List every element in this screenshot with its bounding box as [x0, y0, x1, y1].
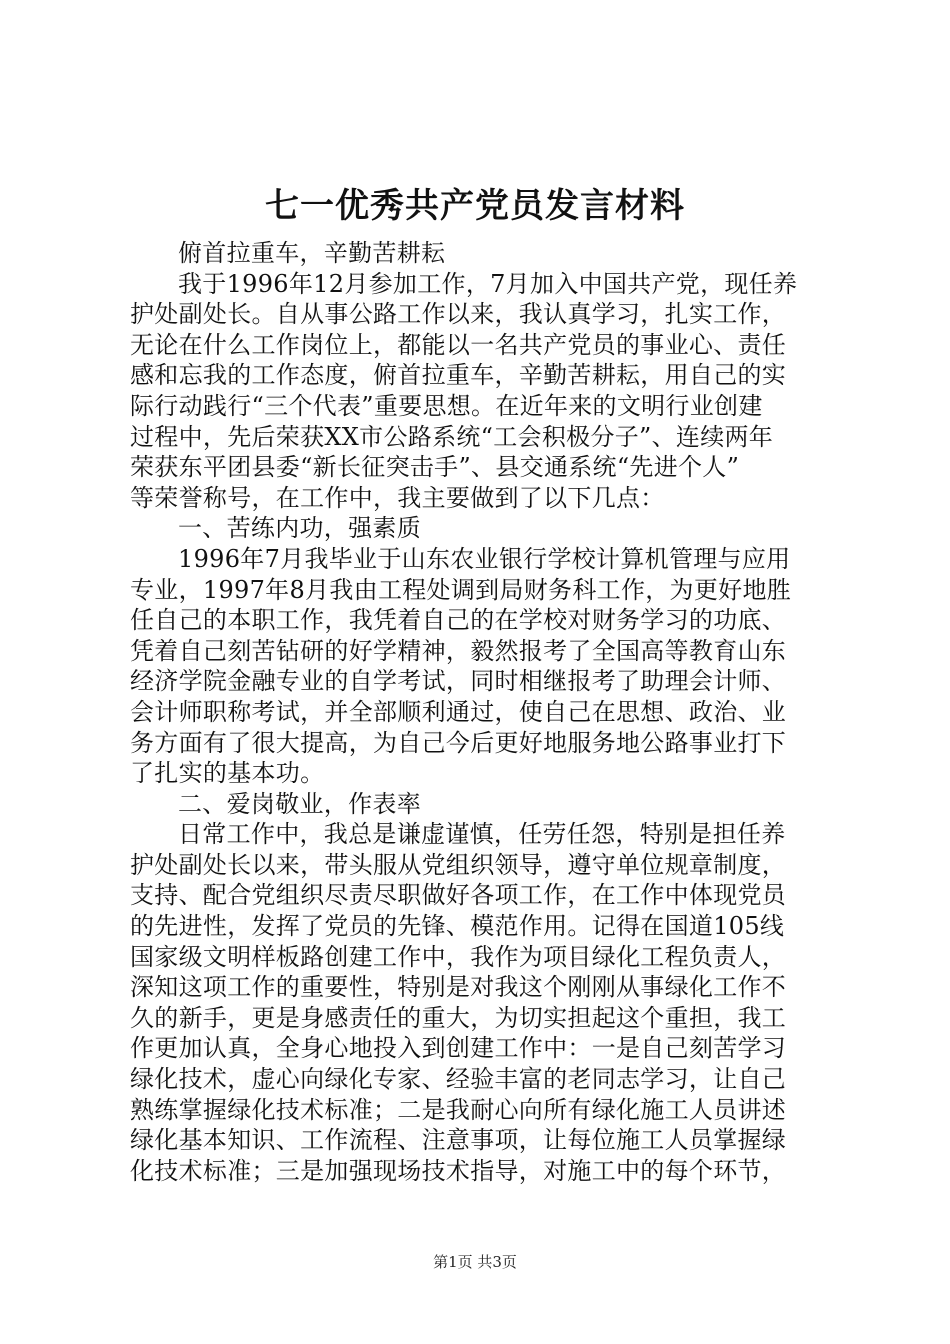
body-line: 任自己的本职工作，我凭着自己的在学校对财务学习的功底、 — [130, 606, 787, 635]
body-line: 二、爱岗敬业，作表率 — [178, 789, 421, 818]
body-line: 护处副处长。自从事公路工作以来，我认真学习，扎实工作， — [130, 300, 787, 329]
body-line: 俯首拉重车，辛勤苦耕耘 — [178, 239, 446, 267]
body-line: 一、苦练内功，强素质 — [178, 514, 421, 543]
body-line: 荣获东平团县委“新长征突击手”、县交通系统“先进个人” — [130, 453, 740, 482]
body-line: 过程中，先后荣获XX市公路系统“工会积极分子”、连续两年 — [130, 422, 774, 451]
body-line: 等荣誉称号，在工作中，我主要做到了以下几点： — [130, 483, 665, 512]
body-line: 的先进性，发挥了党员的先锋、模范作用。记得在国道105线 — [130, 912, 785, 941]
body-line: 感和忘我的工作态度，俯首拉重车，辛勤苦耕耘，用自己的实 — [130, 361, 787, 390]
body-line: 会计师职称考试，并全部顺利通过，使自己在思想、政治、业 — [130, 697, 787, 726]
body-line: 护处副处长以来，带头服从党组织领导，遵守单位规章制度， — [130, 850, 787, 879]
body-line: 绿化技术，虚心向绿化专家、经验丰富的老同志学习，让自己 — [130, 1065, 787, 1094]
body-line: 久的新手，更是身感责任的重大，为切实担起这个重担，我工 — [130, 1003, 787, 1032]
body-line: 了扎实的基本功。 — [130, 759, 325, 788]
document-title: 七一优秀共产党员发言材料 — [265, 186, 685, 226]
body-line: 作更加认真，全身心地投入到创建工作中：一是自己刻苦学习 — [130, 1034, 787, 1063]
body-line: 化技术标准；三是加强现场技术指导，对施工中的每个环节， — [130, 1156, 787, 1185]
body-line: 凭着自己刻苦钻研的好学精神，毅然报考了全国高等教育山东 — [130, 636, 787, 665]
body-line: 支持、配合党组织尽责尽职做好各项工作，在工作中体现党员 — [130, 881, 787, 910]
body-line: 深知这项工作的重要性，特别是对我这个刚刚从事绿化工作不 — [130, 973, 787, 1002]
body-line: 熟练掌握绿化技术标准；二是我耐心向所有绿化施工人员讲述 — [130, 1095, 787, 1124]
body-line: 无论在什么工作岗位上，都能以一名共产党员的事业心、责任 — [130, 330, 787, 359]
body-line: 日常工作中，我总是谦虚谨慎，任劳任怨，特别是担任养 — [178, 820, 786, 849]
body-line: 国家级文明样板路创建工作中，我作为项目绿化工程负责人， — [130, 942, 787, 971]
document-body — [130, 238, 830, 1186]
body-line: 际行动践行“三个代表”重要思想。在近年来的文明行业创建 — [130, 391, 763, 420]
body-line: 经济学院金融专业的自学考试，同时相继报考了助理会计师、 — [130, 667, 787, 696]
body-line: 务方面有了很大提高，为自己今后更好地服务地公路事业打下 — [130, 728, 787, 757]
page-footer: 第1页 共3页 — [433, 1253, 517, 1271]
body-line: 1996年7月我毕业于山东农业银行学校计算机管理与应用 — [178, 544, 791, 573]
body-line: 专业，1997年8月我由工程处调到局财务科工作，为更好地胜 — [130, 575, 792, 604]
body-line: 我于1996年12月参加工作，7月加入中国共产党，现任养 — [178, 269, 798, 298]
body-line: 绿化基本知识、工作流程、注意事项，让每位施工人员掌握绿 — [130, 1126, 787, 1155]
